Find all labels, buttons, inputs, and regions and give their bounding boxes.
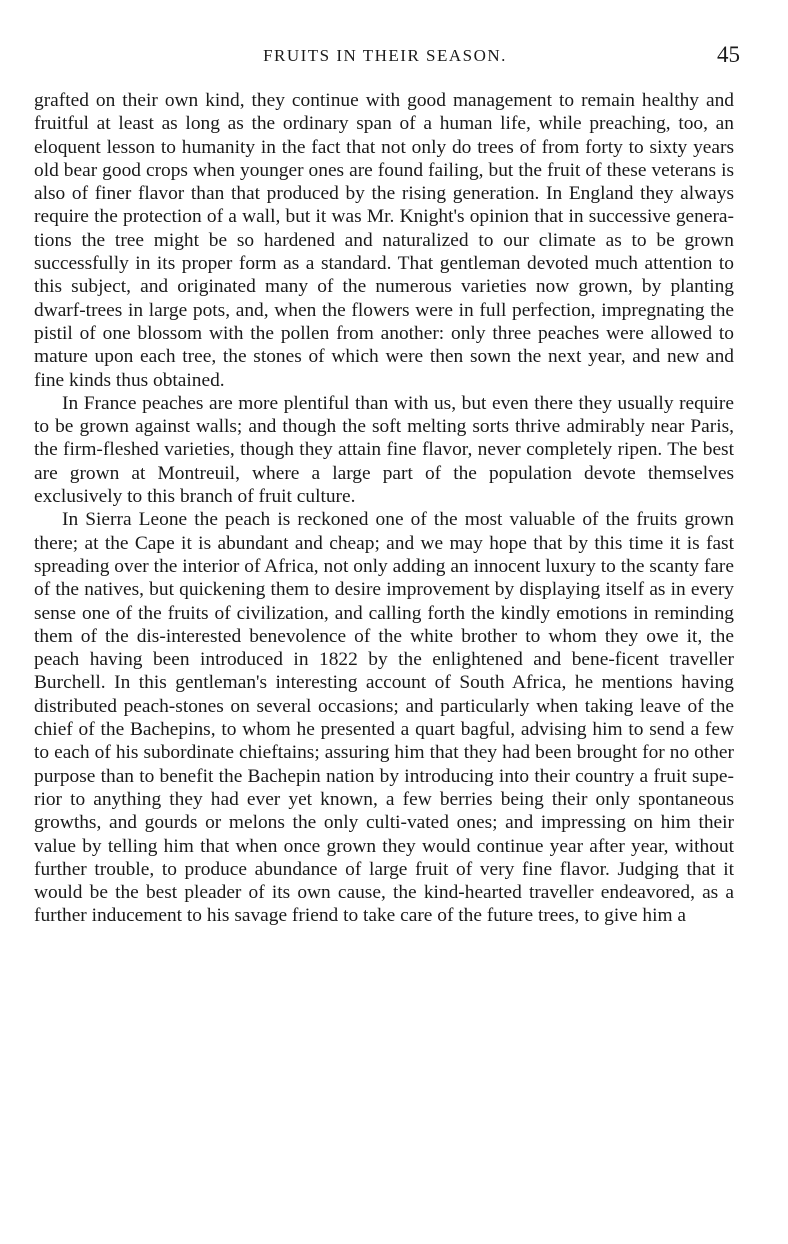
page-number: 45 — [717, 42, 740, 67]
paragraph-sierra-leone: In Sierra Leone the peach is reckoned one of the most valuable of the fruits grown there; at the Cape it is abundant and cheap; and we may hope that by this time it is fast spreading over the interior of Africa, not only adding an innocent luxury to the scanty fare of the natives, but quickening them to desire improvement by displaying itself as in every sense one of the fruits of civilization, and calling forth the kindly emotions in reminding them of the dis-interested benevolence of the white brother to whom they owe it, the peach having been introduced in 1822 by the enlightened and bene-ficent traveller Burchell. In this gentleman's interesting account of South Africa, he mentions having distributed peach-stones on several occasions; and particularly when taking leave of the chief of the Bachepins, to whom he presented a quart bagful, advising him to send a few to each of his subordinate chieftains; assuring him that they had been brought for no other purpose than to benefit the Bachepin nation by introducing into their country a fruit supe-rior to anything they had ever yet known, a few berries being their only spontaneous growths, and gourds or melons the only culti-vated ones; and impressing on him their value by telling him that when once grown they would continue year after year, without further trouble, to produce abundance of large fruit of very fine flavor. Judging that it would be the best pleader of its own cause, the kind-hearted traveller endeavored, as a further inducement to his savage friend to take care of the future trees, to give him a — [34, 509, 734, 927]
running-title: FRUITS IN THEIR SEASON. — [263, 46, 507, 65]
paragraph-france: In France peaches are more plentiful than with us, but even there they usually require to be grown against walls; and though the soft melting sorts thrive admirably near Paris, the firm-fleshed varieties, though they attain fine flavor, never completely ripen. The best are grown at Montreuil, where a large part of the population devote themselves exclusively to this branch of fruit culture. — [34, 392, 734, 508]
paragraph-continued: grafted on their own kind, they continue with good management to remain healthy and fruitful at least as long as the ordinary span of a human life, while preaching, too, an eloquent lesson to humanity in the fact that not only do trees of from forty to sixty years old bear good crops when younger ones are found failing, but the fruit of these veterans is also of finer flavor than that produced by the rising generation. In England they always require the protection of a wall, but it was Mr. Knight's opinion that in successive genera-tions the tree might be so hardened and naturalized to our climate as to be grown successfully in its proper form as a standard. That gentleman devoted much attention to this subject, and originated many of the numerous varieties now grown, by planting dwarf-trees in large pots, and, when the flowers were in full perfection, impregnating the pistil of one blossom with the pollen from another: only three peaches were allowed to mature upon each tree, the stones of which were then sown the next year, and new and fine kinds thus obtained. — [34, 90, 734, 391]
body-text — [34, 89, 734, 928]
running-head — [30, 42, 740, 72]
